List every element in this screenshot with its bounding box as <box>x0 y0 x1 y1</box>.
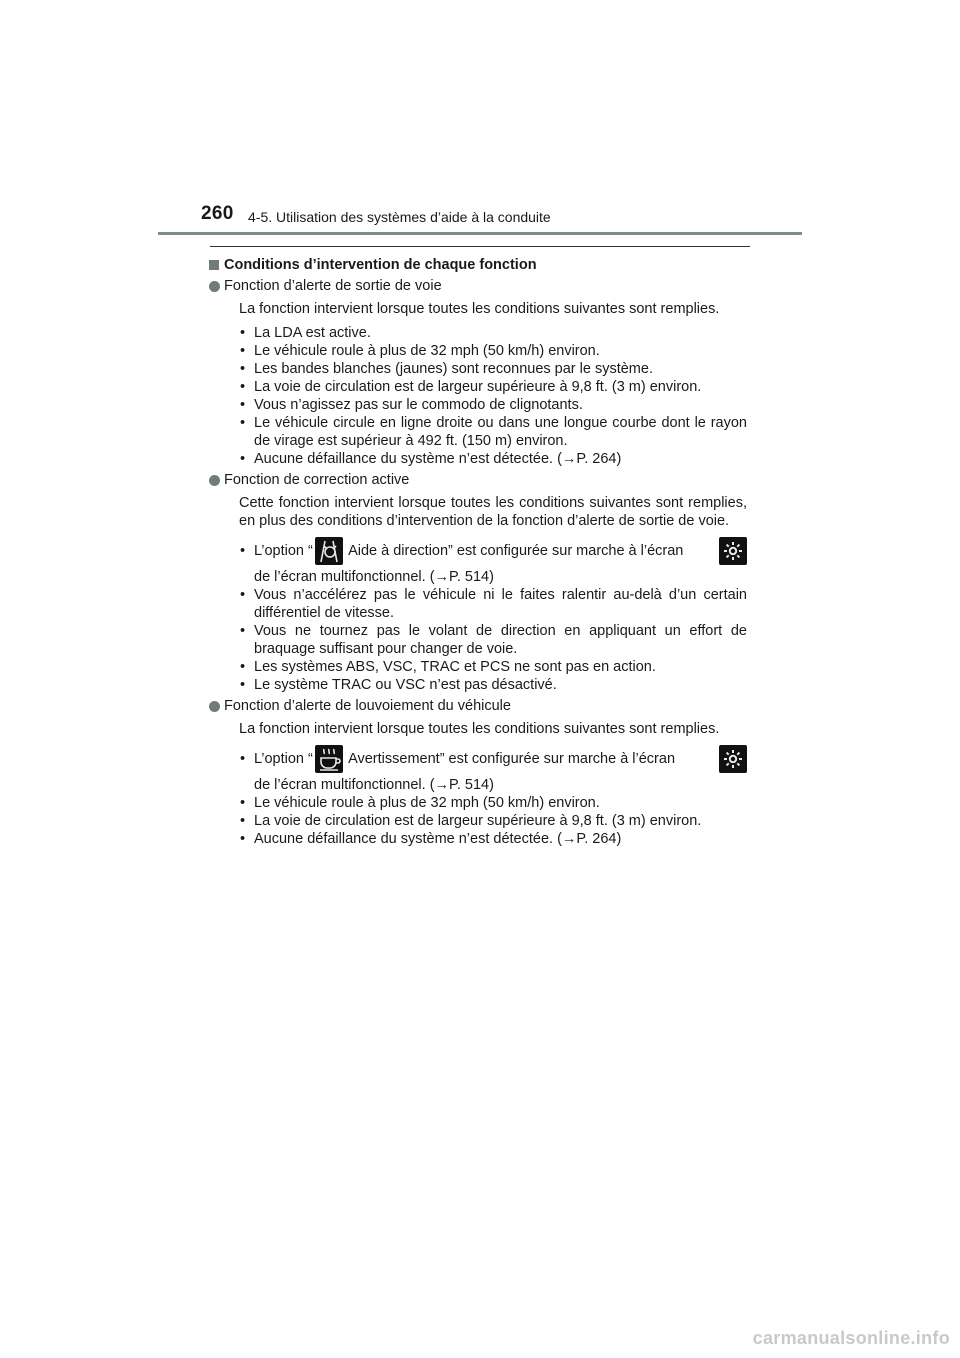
lda-heading-text: Fonction d’alerte de sortie de voie <box>224 278 442 294</box>
list-item: • Le véhicule roule à plus de 32 mph (50 km/h) environ. <box>239 794 747 812</box>
list-item-steering-option: • L’option “ Aide à direction” est configurée sur marche à l’écran de l’écran multifonctionnel. (→P. 514) <box>239 536 747 586</box>
correction-conditions-list <box>209 536 747 694</box>
header-rule <box>158 232 802 235</box>
watermark: carmanualsonline.info <box>752 1328 950 1348</box>
list-item: • Les bandes blanches (jaunes) sont reconnues par le système. <box>239 360 747 378</box>
list-item: • La voie de circulation est de largeur supérieure à 9,8 ft. (3 m) environ. <box>239 378 747 396</box>
list-item-warning-option: • L’option “ Avertissement” est configurée sur marche à l’écran de l’écran multifonctionnel. (→P. 514) <box>239 744 747 794</box>
settings-gear-icon <box>719 745 747 773</box>
steering-assist-icon <box>315 537 343 565</box>
lda-conditions-list <box>209 324 747 468</box>
section-heading <box>209 256 747 274</box>
list-item: • Aucune défaillance du système n’est détectée. (→P. 264) <box>239 830 747 848</box>
sway-heading-text: Fonction d’alerte de louvoiement du véhicule <box>224 698 511 714</box>
sway-intro: La fonction intervient lorsque toutes les conditions suivantes sont remplies. <box>239 721 720 737</box>
list-item: • Le système TRAC ou VSC n’est pas désactivé. <box>239 676 747 694</box>
section-title: Conditions d’intervention de chaque fonction <box>224 257 537 273</box>
list-item: • Le véhicule circule en ligne droite ou dans une longue courbe dont le rayon de virage est supérieur à 492 ft. (150 m) environ. <box>239 414 747 450</box>
sway-heading <box>209 697 747 715</box>
section-rule <box>210 246 750 247</box>
square-bullet-icon <box>209 260 219 270</box>
lda-heading <box>209 277 747 295</box>
chapter-title: 4-5. Utilisation des systèmes d’aide à la conduite <box>248 209 551 225</box>
correction-heading <box>209 471 747 489</box>
list-item: • Vous n’accélérez pas le véhicule ni le faites ralentir au-delà d’un certain différentiel de vitesse. <box>239 586 747 622</box>
round-bullet-icon <box>209 281 220 292</box>
correction-heading-text: Fonction de correction active <box>224 472 410 488</box>
list-item: • Vous ne tournez pas le volant de direction en appliquant un effort de braquage suffisant pour changer de voie. <box>239 622 747 658</box>
page-number: 260 <box>201 203 234 224</box>
list-item: • La LDA est active. <box>239 324 747 342</box>
list-item: • Les systèmes ABS, VSC, TRAC et PCS ne sont pas en action. <box>239 658 747 676</box>
lda-intro: La fonction intervient lorsque toutes les conditions suivantes sont remplies. <box>239 301 720 317</box>
list-item: • Le véhicule roule à plus de 32 mph (50 km/h) environ. <box>239 342 747 360</box>
list-item: • Aucune défaillance du système n’est détectée. (→P. 264) <box>239 450 747 468</box>
round-bullet-icon <box>209 475 220 486</box>
list-item: • Vous n’agissez pas sur le commodo de clignotants. <box>239 396 747 414</box>
sway-conditions-list <box>209 744 747 848</box>
list-item: • La voie de circulation est de largeur supérieure à 9,8 ft. (3 m) environ. <box>239 812 747 830</box>
settings-gear-icon <box>719 537 747 565</box>
coffee-cup-icon <box>315 745 343 773</box>
correction-intro: Cette fonction intervient lorsque toutes les conditions suivantes sont remplies, en plus des conditions d’intervention de la fonction d’alerte de sortie de voie. <box>239 495 747 529</box>
page-content <box>209 256 747 848</box>
round-bullet-icon <box>209 701 220 712</box>
